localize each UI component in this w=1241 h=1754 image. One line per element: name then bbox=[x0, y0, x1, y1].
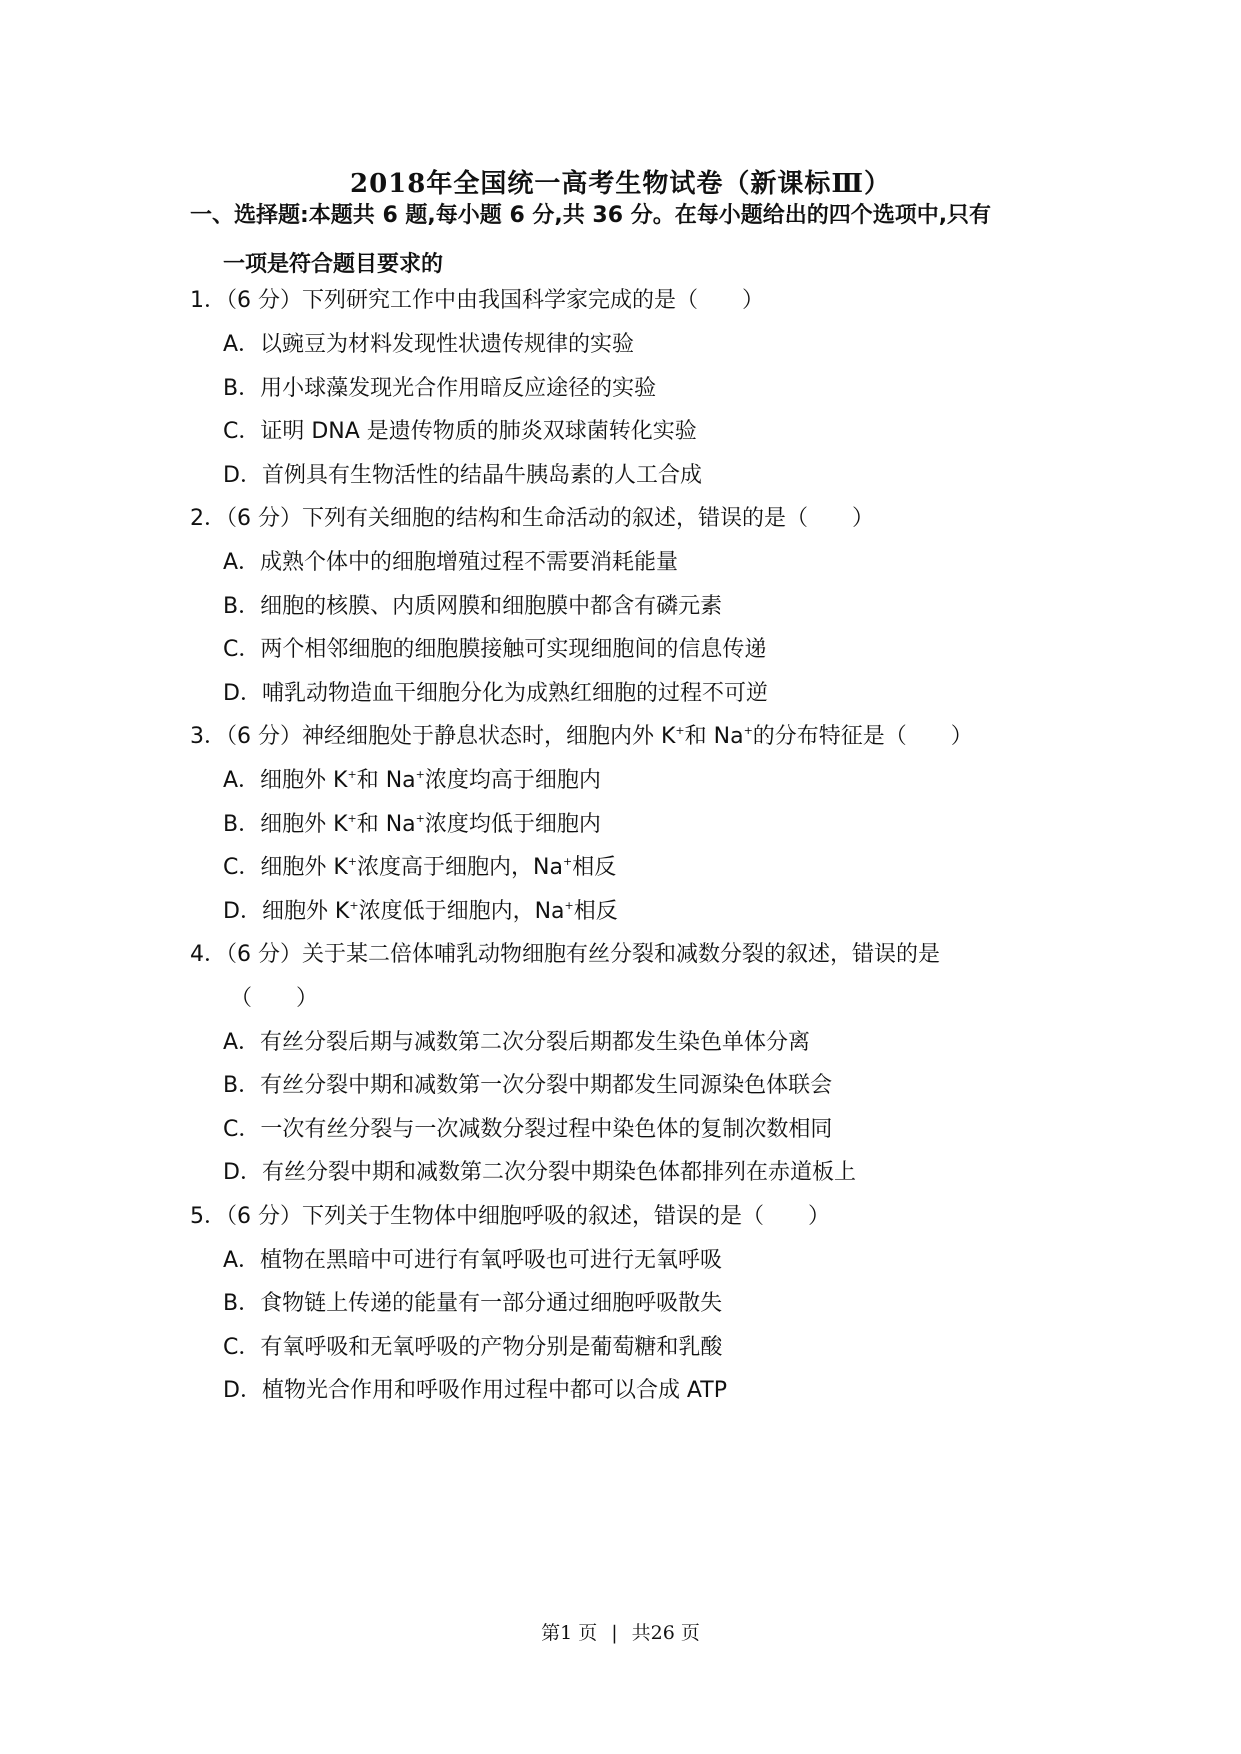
question-2-option-d: D．哺乳动物造血干细胞分化为成熟红细胞的过程不可逆 bbox=[223, 681, 768, 706]
superscript-plus: + bbox=[562, 855, 573, 868]
question-5-option-c: C．有氧呼吸和无氧呼吸的产物分别是葡萄糖和乳酸 bbox=[223, 1335, 723, 1360]
section-heading-line2: 一项是符合题目要求的 bbox=[223, 252, 444, 277]
question-4-option-b: B．有丝分裂中期和减数第一次分裂中期都发生同源染色体联会 bbox=[223, 1073, 833, 1098]
question-5-stem: 5．（6 分）下列关于生物体中细胞呼吸的叙述，错误的是（ ） bbox=[190, 1204, 830, 1229]
question-1-option-d: D．首例具有生物活性的结晶牛胰岛素的人工合成 bbox=[223, 463, 702, 488]
question-3-stem bbox=[190, 721, 973, 753]
option-text: D．细胞外 K bbox=[223, 899, 350, 924]
option-text: 浓度低于细胞内，Na bbox=[358, 899, 565, 924]
question-2-stem: 2．（6 分）下列有关细胞的结构和生命活动的叙述，错误的是（ ） bbox=[190, 506, 874, 531]
question-2-option-c: C．两个相邻细胞的细胞膜接触可实现细胞间的信息传递 bbox=[223, 637, 767, 662]
option-text: 和 Na bbox=[356, 768, 416, 793]
superscript-plus: + bbox=[743, 724, 753, 737]
page-footer bbox=[0, 1618, 1241, 1645]
section-heading bbox=[190, 191, 1070, 289]
stem-text: 的分布特征是（ ） bbox=[752, 724, 973, 749]
option-text: 浓度均低于细胞内 bbox=[424, 812, 601, 837]
superscript-plus: + bbox=[347, 855, 358, 868]
question-2-option-b: B．细胞的核膜、内质网膜和细胞膜中都含有磷元素 bbox=[223, 594, 723, 619]
question-1-option-a: A．以豌豆为材料发现性状遗传规律的实验 bbox=[223, 332, 635, 357]
superscript-plus: + bbox=[415, 812, 425, 825]
superscript-plus: + bbox=[675, 724, 685, 737]
question-3-option-b bbox=[223, 809, 601, 841]
page-number: 第1 页 bbox=[541, 1622, 598, 1644]
superscript-plus: + bbox=[347, 768, 357, 781]
question-3-option-d bbox=[223, 896, 618, 928]
option-text: 浓度高于细胞内，Na bbox=[357, 855, 563, 880]
stem-text: 3．（6 分）神经细胞处于静息状态时，细胞内外 K bbox=[190, 724, 676, 749]
question-1-option-b: B．用小球藻发现光合作用暗反应途径的实验 bbox=[223, 376, 657, 401]
option-text: 相反 bbox=[572, 855, 617, 880]
superscript-plus: + bbox=[564, 899, 574, 912]
option-text: 浓度均高于细胞内 bbox=[424, 768, 601, 793]
question-4-stem-continued: （ ） bbox=[230, 986, 319, 1011]
page-title: 2018年全国统一高考生物试卷（新课标Ⅲ） bbox=[349, 169, 892, 199]
question-4-option-c: C．一次有丝分裂与一次减数分裂过程中染色体的复制次数相同 bbox=[223, 1117, 833, 1142]
stem-text: 和 Na bbox=[684, 724, 744, 749]
question-5-option-d: D．植物光合作用和呼吸作用过程中都可以合成 ATP bbox=[223, 1378, 727, 1403]
option-text: A．细胞外 K bbox=[223, 768, 348, 793]
question-4-option-d: D．有丝分裂中期和减数第二次分裂中期染色体都排列在赤道板上 bbox=[223, 1160, 856, 1185]
option-text: C．细胞外 K bbox=[223, 855, 348, 880]
page-total: 共26 页 bbox=[631, 1622, 700, 1644]
question-4-stem: 4．（6 分）关于某二倍体哺乳动物细胞有丝分裂和减数分裂的叙述，错误的是 bbox=[190, 942, 940, 967]
question-5-option-b: B．食物链上传递的能量有一部分通过细胞呼吸散失 bbox=[223, 1291, 723, 1316]
option-text: 相反 bbox=[573, 899, 618, 924]
question-3-option-a bbox=[223, 765, 601, 797]
question-2-option-a: A．成熟个体中的细胞增殖过程不需要消耗能量 bbox=[223, 550, 679, 575]
question-5-option-a: A．植物在黑暗中可进行有氧呼吸也可进行无氧呼吸 bbox=[223, 1248, 723, 1273]
superscript-plus: + bbox=[349, 899, 359, 912]
option-text: 和 Na bbox=[356, 812, 416, 837]
superscript-plus: + bbox=[415, 768, 425, 781]
question-4-option-a: A．有丝分裂后期与减数第二次分裂后期都发生染色单体分离 bbox=[223, 1030, 811, 1055]
superscript-plus: + bbox=[347, 812, 357, 825]
footer-separator: | bbox=[611, 1622, 618, 1644]
question-1-option-c: C．证明 DNA 是遗传物质的肺炎双球菌转化实验 bbox=[223, 419, 697, 444]
option-text: B．细胞外 K bbox=[223, 812, 348, 837]
question-3-option-c bbox=[223, 852, 616, 884]
section-heading-line1: 一、选择题:本题共 6 题,每小题 6 分,共 36 分。在每小题给出的四个选项中,只有 bbox=[190, 203, 992, 228]
question-1-stem: 1．（6 分）下列研究工作中由我国科学家完成的是（ ） bbox=[190, 288, 764, 313]
